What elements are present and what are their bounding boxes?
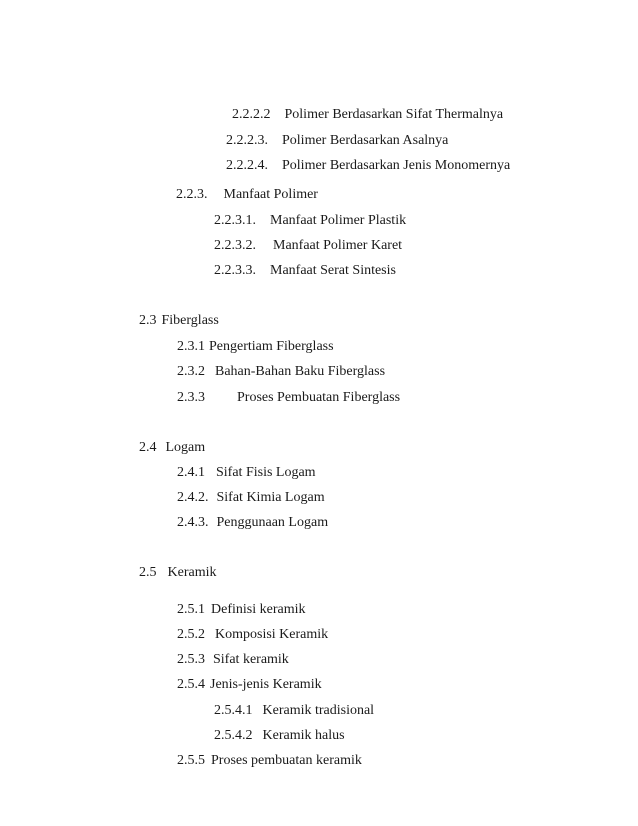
toc-number: 2.3.2 [177, 364, 205, 379]
toc-title: Keramik [167, 565, 217, 580]
toc-entry-2-2-3 [162, 168, 318, 202]
toc-entry-2-5-1 [163, 583, 306, 617]
toc-number: 2.5.5 [177, 753, 205, 768]
toc-entry-2-2-3-1 [200, 194, 407, 228]
toc-entry-2-3-1 [163, 320, 334, 354]
toc-number: 2.2.2.4. [226, 158, 268, 173]
toc-entry-2-3 [125, 294, 219, 328]
toc-title: Komposisi Keramik [215, 627, 329, 642]
toc-title: Polimer Berdasarkan Jenis Monomernya [282, 158, 511, 173]
toc-entry-2-2-2-3 [212, 114, 449, 148]
toc-entry-2-4-3 [163, 496, 329, 530]
toc-title: Definisi keramik [211, 602, 306, 617]
toc-entry-2-2-3-2 [200, 219, 403, 253]
toc-entry-2-4 [125, 421, 206, 455]
toc-title: Polimer Berdasarkan Sifat Thermalnya [284, 107, 504, 122]
toc-title: Proses Pembuatan Fiberglass [237, 390, 401, 405]
toc-entry-2-5-4 [163, 658, 322, 692]
toc-title: Sifat Kimia Logam [216, 490, 325, 505]
toc-entry-2-5 [125, 546, 217, 580]
toc-number: 2.2.3.2. [214, 238, 256, 253]
toc-number: 2.4.1 [177, 465, 205, 480]
toc-title: Keramik tradisional [262, 703, 375, 718]
toc-title: Logam [165, 440, 206, 455]
toc-entry-2-2-2-2 [218, 88, 504, 122]
toc-entry-2-2-2-4 [212, 139, 511, 173]
toc-number: 2.4 [139, 440, 157, 455]
toc-number: 2.4.2. [177, 490, 209, 505]
toc-title: Bahan-Bahan Baku Fiberglass [215, 364, 386, 379]
toc-number: 2.5.1 [177, 602, 205, 617]
toc-title: Sifat Fisis Logam [216, 465, 316, 480]
toc-entry-2-4-1 [163, 446, 316, 480]
toc-entry-2-3-3 [163, 371, 401, 405]
toc-number: 2.4.3. [177, 515, 209, 530]
toc-number: 2.5.3 [177, 652, 205, 667]
toc-entry-2-4-2 [163, 471, 325, 505]
toc-number: 2.2.3.1. [214, 213, 256, 228]
toc-entry-2-2-3-3 [200, 244, 396, 278]
toc-number: 2.5 [139, 565, 157, 580]
toc-number: 2.2.2.2 [232, 107, 271, 122]
toc-entry-2-5-2 [163, 608, 329, 642]
toc-number: 2.5.2 [177, 627, 205, 642]
toc-title: Manfaat Polimer Plastik [270, 213, 407, 228]
toc-number: 2.2.3.3. [214, 263, 256, 278]
toc-number: 2.5.4 [177, 677, 205, 692]
toc-number: 2.2.3. [176, 187, 208, 202]
toc-title: Jenis-jenis Keramik [210, 677, 322, 692]
toc-title: Proses pembuatan keramik [211, 753, 362, 768]
toc-title: Manfaat Polimer Karet [273, 238, 403, 253]
toc-entry-2-5-4-2 [200, 709, 345, 743]
toc-title: Manfaat Polimer [223, 187, 318, 202]
toc-number: 2.2.2.3. [226, 133, 268, 148]
toc-title: Keramik halus [262, 728, 345, 743]
toc-number: 2.5.4.2 [214, 728, 253, 743]
toc-title: Pengertiam Fiberglass [209, 339, 334, 354]
toc-title: Manfaat Serat Sintesis [270, 263, 396, 278]
toc-entry-2-5-3 [163, 633, 289, 667]
toc-entry-2-5-5 [163, 734, 362, 768]
toc-title: Penggunaan Logam [216, 515, 329, 530]
toc-number: 2.3.1 [177, 339, 205, 354]
toc-title: Polimer Berdasarkan Asalnya [282, 133, 449, 148]
toc-title: Fiberglass [161, 313, 219, 328]
toc-number: 2.3 [139, 313, 157, 328]
toc-number: 2.5.4.1 [214, 703, 253, 718]
toc-title: Sifat keramik [213, 652, 289, 667]
toc-entry-2-5-4-1 [200, 684, 375, 718]
toc-entry-2-3-2 [163, 345, 386, 379]
toc-number: 2.3.3 [177, 390, 205, 405]
